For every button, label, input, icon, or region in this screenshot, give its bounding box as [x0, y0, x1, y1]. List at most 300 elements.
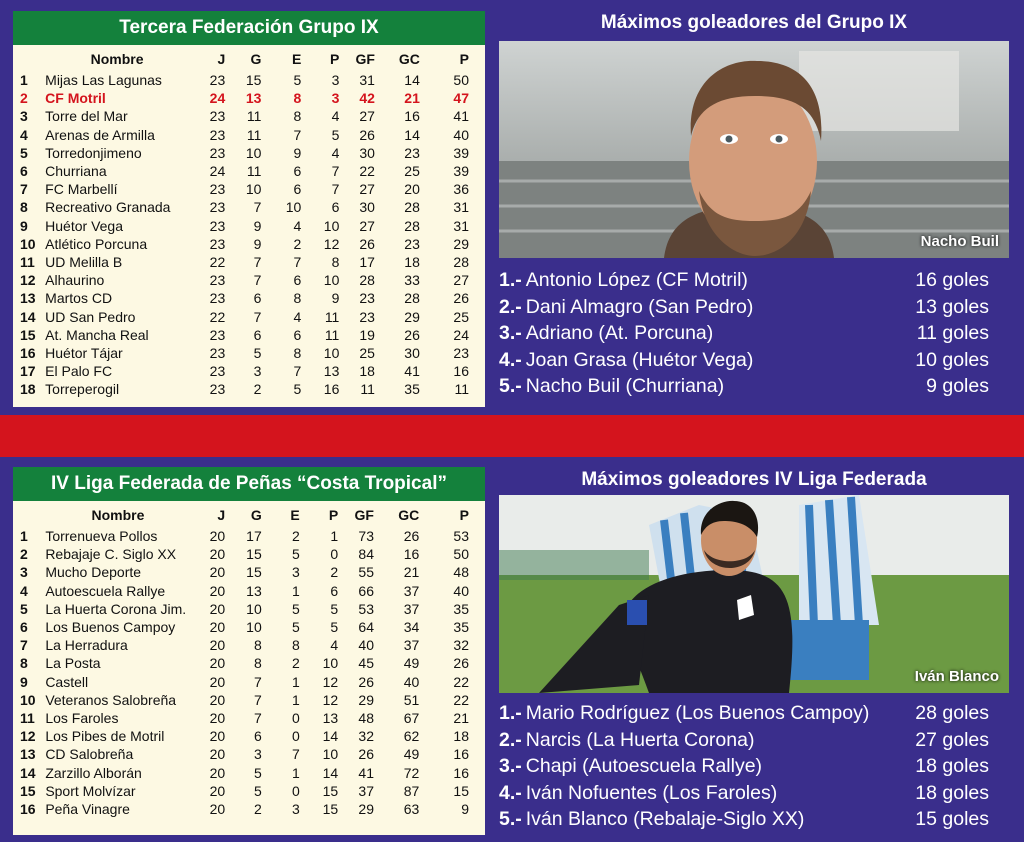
photo-caption: Iván Blanco: [914, 668, 999, 685]
cell-lost: 4: [331, 144, 340, 161]
cell-rank: 13: [20, 746, 36, 763]
cell-goals-for: 27: [359, 217, 375, 234]
cell-lost: 11: [324, 326, 340, 343]
cell-won: 13: [245, 90, 262, 107]
cell-points: 16: [453, 746, 469, 763]
col-header-points: P: [459, 507, 469, 523]
cell-team-name: Rebajaje C. Siglo XX: [45, 546, 177, 563]
cell-goals-against: 26: [404, 326, 420, 343]
cell-goals-against: 67: [403, 709, 420, 726]
cell-won: 7: [253, 673, 262, 690]
cell-drawn: 5: [293, 381, 302, 398]
cell-team-name: Huétor Vega: [45, 217, 123, 234]
table-row: [13, 654, 483, 672]
cell-drawn: 7: [293, 253, 302, 270]
cell-team-name: Martos CD: [45, 290, 113, 307]
table-row: [13, 107, 483, 125]
cell-played: 20: [209, 582, 226, 599]
cell-rank: 1: [20, 528, 28, 545]
scorer-goals: 18 goles: [915, 781, 989, 804]
cell-points: 9: [461, 800, 469, 817]
scorer-row: [499, 806, 989, 833]
table-row: [13, 217, 483, 235]
cell-goals-against: 23: [404, 235, 420, 252]
cell-goals-against: 87: [403, 782, 420, 799]
cell-goals-against: 37: [403, 582, 420, 599]
cell-goals-for: 64: [358, 619, 374, 636]
cell-team-name: Atlético Porcuna: [45, 235, 148, 252]
cell-rank: 18: [20, 381, 36, 398]
cell-goals-for: 26: [359, 235, 375, 252]
cell-drawn: 2: [293, 235, 302, 252]
cell-drawn: 1: [291, 764, 300, 781]
cell-goals-for: 41: [358, 764, 374, 781]
cell-goals-against: 41: [404, 363, 420, 380]
cell-rank: 11: [20, 709, 35, 726]
cell-won: 6: [253, 326, 262, 343]
cell-points: 29: [453, 235, 469, 252]
divider-bar: [0, 415, 1024, 457]
cell-team-name: Castell: [45, 673, 89, 690]
scorer-name: Dani Almagro (San Pedro): [525, 295, 754, 318]
cell-team-name: Mucho Deporte: [45, 564, 142, 581]
cell-goals-against: 49: [403, 746, 420, 763]
cell-drawn: 6: [293, 181, 302, 198]
cell-goals-for: 22: [359, 163, 375, 180]
cell-goals-against: 14: [404, 72, 420, 89]
scorer-rank: 5.-: [499, 808, 522, 830]
cell-rank: 16: [20, 800, 36, 817]
cell-rank: 6: [20, 163, 28, 180]
cell-drawn: 5: [293, 72, 302, 89]
table-row: [13, 709, 483, 727]
cell-goals-for: 18: [359, 363, 375, 380]
cell-rank: 9: [20, 673, 28, 690]
cell-rank: 6: [20, 619, 28, 636]
cell-drawn: 1: [291, 691, 300, 708]
cell-played: 20: [209, 782, 226, 799]
cell-points: 28: [453, 253, 469, 270]
cell-lost: 4: [331, 108, 340, 125]
cell-rank: 13: [20, 290, 36, 307]
scorer-name: Nacho Buil (Churriana): [525, 375, 725, 397]
scorer-name: Adriano (At. Porcuna): [525, 322, 714, 344]
cell-rank: 12: [20, 272, 36, 289]
cell-played: 23: [209, 72, 226, 89]
cell-points: 27: [453, 272, 469, 289]
cell-team-name: Torreperogil: [45, 381, 120, 398]
scorers-title: Máximos goleadores IV Liga Federada: [581, 469, 927, 490]
cell-played: 22: [209, 308, 226, 325]
cell-lost: 12: [323, 235, 340, 252]
table-row: [13, 782, 483, 800]
scorer-goals: 13 goles: [915, 295, 989, 318]
cell-team-name: La Posta: [45, 655, 101, 672]
cell-drawn: 0: [291, 709, 300, 726]
table-row: [13, 344, 483, 362]
scorer-row: [499, 347, 989, 374]
scorer-goals: 18 goles: [915, 755, 989, 777]
scorer-row: [499, 267, 989, 294]
cell-played: 23: [209, 199, 226, 216]
cell-drawn: 3: [291, 800, 300, 817]
scorer-goals: 10 goles: [915, 348, 989, 371]
cell-won: 10: [245, 181, 262, 198]
cell-won: 7: [253, 709, 262, 726]
cell-goals-for: 29: [358, 691, 374, 708]
cell-goals-against: 21: [404, 90, 420, 107]
cell-goals-against: 18: [404, 253, 420, 270]
cell-goals-for: 48: [358, 709, 374, 726]
col-header-g: G: [250, 51, 262, 67]
cell-lost: 10: [322, 746, 339, 763]
cell-played: 23: [209, 235, 226, 252]
cell-played: 24: [209, 90, 226, 107]
cell-played: 23: [209, 272, 226, 289]
table-row: [13, 198, 483, 216]
cell-points: 25: [453, 308, 469, 325]
cell-lost: 10: [323, 217, 340, 234]
table-row: [13, 582, 483, 600]
cell-goals-for: 27: [359, 181, 375, 198]
cell-points: 16: [453, 363, 469, 380]
cell-played: 23: [209, 326, 226, 343]
table-row: [13, 362, 483, 380]
cell-drawn: 1: [291, 673, 300, 690]
cell-lost: 5: [330, 600, 339, 617]
cell-lost: 16: [323, 381, 340, 398]
standings-table: [13, 503, 483, 818]
cell-goals-for: 23: [359, 308, 375, 325]
col-header-gc: GC: [398, 51, 420, 67]
cell-played: 23: [209, 363, 226, 380]
cell-lost: 1: [330, 528, 339, 545]
cell-points: 35: [453, 600, 469, 617]
scorer-rank: 5.-: [499, 375, 522, 397]
cell-won: 13: [246, 582, 262, 599]
cell-points: 53: [453, 528, 469, 545]
cell-goals-for: 32: [358, 728, 374, 745]
cell-won: 10: [246, 619, 262, 636]
cell-won: 17: [246, 528, 262, 545]
cell-lost: 10: [322, 655, 339, 672]
cell-won: 6: [253, 290, 262, 307]
scorer-name: Iván Blanco (Rebalaje-Siglo XX): [525, 808, 805, 830]
cell-drawn: 8: [293, 108, 302, 125]
cell-played: 23: [209, 290, 226, 307]
cell-lost: 10: [323, 272, 340, 289]
cell-rank: 17: [20, 363, 36, 380]
scorer-row: [499, 753, 989, 780]
cell-lost: 5: [330, 619, 339, 636]
cell-won: 2: [253, 381, 262, 398]
cell-points: 40: [453, 126, 469, 143]
cell-won: 3: [253, 363, 262, 380]
standings-table: [13, 47, 483, 398]
cell-goals-for: 26: [358, 746, 374, 763]
cell-won: 6: [253, 728, 262, 745]
cell-goals-for: 30: [359, 199, 375, 216]
cell-team-name: La Huerta Corona Jim.: [45, 600, 187, 617]
cell-goals-for: 53: [358, 600, 374, 617]
cell-played: 20: [209, 546, 226, 563]
cell-points: 22: [453, 691, 469, 708]
table-row: [13, 673, 483, 691]
standings-table-panel: [13, 11, 485, 407]
player-photo: [499, 41, 1009, 258]
cell-points: 31: [453, 217, 469, 234]
cell-goals-against: 14: [404, 126, 420, 143]
cell-lost: 10: [323, 344, 340, 361]
table-row: [13, 144, 483, 162]
player-photo-image: [499, 41, 1009, 258]
cell-goals-against: 35: [404, 381, 420, 398]
cell-drawn: 1: [291, 582, 300, 599]
player-photo: [499, 495, 1009, 693]
cell-played: 24: [209, 163, 226, 180]
scorer-name: Chapi (Autoescuela Rallye): [525, 755, 763, 777]
cell-goals-for: 25: [359, 344, 375, 361]
cell-played: 20: [209, 637, 226, 654]
cell-drawn: 0: [291, 782, 300, 799]
cell-rank: 5: [20, 144, 28, 161]
col-header-e: E: [291, 51, 302, 67]
cell-goals-against: 37: [403, 637, 420, 654]
table-row: [13, 618, 483, 636]
cell-goals-for: 66: [358, 582, 374, 599]
col-header-gc: GC: [398, 507, 420, 523]
cell-team-name: FC Marbellí: [45, 181, 118, 198]
scorer-row: [499, 373, 989, 400]
cell-goals-against: 63: [403, 800, 420, 817]
cell-rank: 1: [20, 72, 28, 89]
cell-goals-for: 84: [358, 546, 374, 563]
scorer-rank: 3.-: [499, 755, 522, 777]
cell-played: 22: [209, 253, 226, 270]
cell-points: 26: [453, 290, 469, 307]
cell-rank: 8: [20, 199, 28, 216]
cell-team-name: La Herradura: [45, 637, 128, 654]
cell-goals-against: 28: [404, 290, 420, 307]
cell-rank: 10: [20, 691, 36, 708]
cell-drawn: 7: [291, 746, 300, 763]
scorer-rank: 1.-: [499, 269, 522, 291]
cell-rank: 9: [20, 217, 28, 234]
cell-goals-for: 45: [358, 655, 374, 672]
cell-played: 20: [209, 764, 226, 781]
cell-won: 11: [246, 126, 262, 143]
cell-rank: 15: [20, 782, 36, 799]
table-row: [13, 380, 483, 398]
table-row: [13, 326, 483, 344]
cell-played: 23: [209, 108, 226, 125]
table-header-row: [13, 47, 483, 71]
cell-lost: 2: [330, 564, 339, 581]
cell-team-name: Autoescuela Rallye: [45, 582, 166, 599]
table-row: [13, 636, 483, 654]
cell-points: 23: [453, 344, 469, 361]
cell-played: 23: [209, 381, 226, 398]
cell-goals-against: 26: [403, 528, 420, 545]
cell-rank: 10: [20, 235, 36, 252]
scorer-row: [499, 320, 989, 347]
cell-lost: 6: [331, 199, 340, 216]
cell-played: 20: [209, 728, 226, 745]
cell-goals-against: 16: [404, 108, 420, 125]
table-title: Tercera Federación Grupo IX: [13, 11, 485, 45]
cell-team-name: Arenas de Armilla: [45, 126, 155, 143]
cell-won: 15: [246, 546, 262, 563]
cell-goals-against: 29: [404, 308, 420, 325]
cell-rank: 14: [20, 764, 36, 781]
liga-federada-section: [0, 457, 1024, 842]
cell-team-name: Torrenueva Pollos: [45, 528, 158, 545]
cell-goals-against: 62: [403, 728, 420, 745]
cell-lost: 12: [322, 691, 339, 708]
standings-table-panel: [13, 467, 485, 835]
col-header-e: E: [290, 507, 300, 523]
cell-points: 48: [453, 564, 469, 581]
cell-rank: 16: [20, 344, 36, 361]
cell-played: 20: [209, 600, 226, 617]
scorer-goals: 11 goles: [916, 322, 989, 344]
table-row: [13, 545, 483, 563]
cell-goals-against: 16: [403, 546, 420, 563]
player-photo-image: [499, 495, 1009, 693]
cell-won: 7: [253, 308, 262, 325]
cell-goals-for: 23: [359, 290, 375, 307]
cell-team-name: CF Motril: [45, 90, 106, 107]
scorer-name: Iván Nofuentes (Los Faroles): [525, 781, 778, 804]
col-header-j: J: [217, 51, 226, 67]
scorer-row: [499, 780, 989, 807]
cell-drawn: 5: [291, 546, 300, 563]
scorer-rank: 2.-: [499, 295, 522, 318]
cell-rank: 7: [20, 637, 28, 654]
cell-points: 24: [453, 326, 469, 343]
table-row: [13, 600, 483, 618]
cell-lost: 14: [322, 764, 339, 781]
cell-played: 20: [209, 528, 226, 545]
cell-won: 5: [253, 344, 262, 361]
cell-goals-against: 34: [403, 619, 420, 636]
scorer-name: Joan Grasa (Huétor Vega): [525, 348, 754, 371]
cell-lost: 8: [331, 253, 340, 270]
cell-team-name: Sport Molvízar: [45, 782, 136, 799]
cell-points: 39: [453, 144, 469, 161]
cell-rank: 4: [20, 582, 28, 599]
cell-team-name: Churriana: [45, 163, 107, 180]
tercera-federacion-section: [0, 0, 1024, 415]
cell-points: 26: [453, 655, 469, 672]
cell-drawn: 8: [293, 90, 302, 107]
cell-drawn: 3: [291, 564, 300, 581]
table-header-row: [13, 503, 483, 527]
scorer-name: Mario Rodríguez (Los Buenos Campoy): [525, 702, 870, 724]
cell-drawn: 6: [293, 163, 302, 180]
table-row: [13, 271, 483, 289]
cell-drawn: 6: [293, 326, 302, 343]
cell-lost: 7: [331, 181, 340, 198]
cell-rank: 8: [20, 655, 28, 672]
cell-won: 9: [253, 217, 262, 234]
cell-drawn: 4: [293, 217, 302, 234]
col-header-name: Nombre: [90, 51, 144, 67]
table-row: [13, 800, 483, 818]
cell-goals-against: 51: [403, 691, 420, 708]
table-row: [13, 527, 483, 545]
cell-rank: 5: [20, 600, 28, 617]
cell-goals-for: 17: [359, 253, 375, 270]
table-row: [13, 745, 483, 763]
cell-goals-against: 33: [404, 272, 420, 289]
cell-goals-against: 28: [404, 199, 420, 216]
table-row: [13, 691, 483, 709]
cell-played: 20: [209, 709, 226, 726]
cell-drawn: 9: [293, 144, 302, 161]
cell-goals-for: 19: [359, 326, 375, 343]
cell-points: 21: [453, 709, 469, 726]
cell-team-name: Torre del Mar: [45, 108, 128, 125]
cell-played: 20: [209, 691, 226, 708]
table-row: [13, 162, 483, 180]
cell-won: 9: [253, 235, 262, 252]
cell-played: 23: [209, 181, 226, 198]
cell-goals-against: 20: [404, 181, 420, 198]
cell-team-name: Torredonjimeno: [45, 144, 142, 161]
cell-drawn: 7: [293, 363, 302, 380]
cell-lost: 12: [322, 673, 339, 690]
cell-goals-for: 55: [358, 564, 374, 581]
col-header-p: P: [328, 507, 339, 523]
cell-drawn: 5: [291, 600, 300, 617]
cell-goals-for: 27: [359, 108, 375, 125]
cell-points: 15: [453, 782, 469, 799]
cell-points: 39: [453, 163, 469, 180]
cell-played: 20: [209, 619, 226, 636]
cell-points: 32: [453, 637, 469, 654]
cell-team-name: UD Melilla B: [45, 253, 123, 270]
cell-goals-for: 28: [359, 272, 375, 289]
cell-won: 8: [253, 637, 262, 654]
cell-drawn: 0: [291, 728, 300, 745]
scorer-goals: 16 goles: [915, 269, 989, 291]
cell-won: 2: [253, 800, 262, 817]
table-row: [13, 563, 483, 581]
photo-caption: Nacho Buil: [920, 233, 999, 250]
scorer-goals: 27 goles: [915, 728, 989, 751]
cell-team-name: Los Pibes de Motril: [45, 728, 165, 745]
cell-team-name: Los Buenos Campoy: [45, 619, 176, 636]
cell-won: 15: [246, 564, 262, 581]
cell-lost: 3: [331, 90, 340, 107]
table-row: [13, 289, 483, 307]
scorer-rank: 2.-: [499, 728, 522, 751]
cell-points: 11: [454, 381, 469, 398]
cell-team-name: El Palo FC: [45, 363, 113, 380]
cell-rank: 7: [20, 181, 28, 198]
cell-goals-against: 28: [404, 217, 420, 234]
cell-rank: 4: [20, 126, 28, 143]
cell-points: 36: [453, 181, 469, 198]
cell-rank: 11: [20, 253, 35, 270]
cell-team-name: CD Salobreña: [45, 746, 134, 763]
cell-played: 23: [209, 126, 226, 143]
cell-played: 20: [209, 673, 226, 690]
cell-points: 22: [453, 673, 469, 690]
cell-drawn: 2: [291, 655, 300, 672]
cell-points: 31: [453, 199, 469, 216]
